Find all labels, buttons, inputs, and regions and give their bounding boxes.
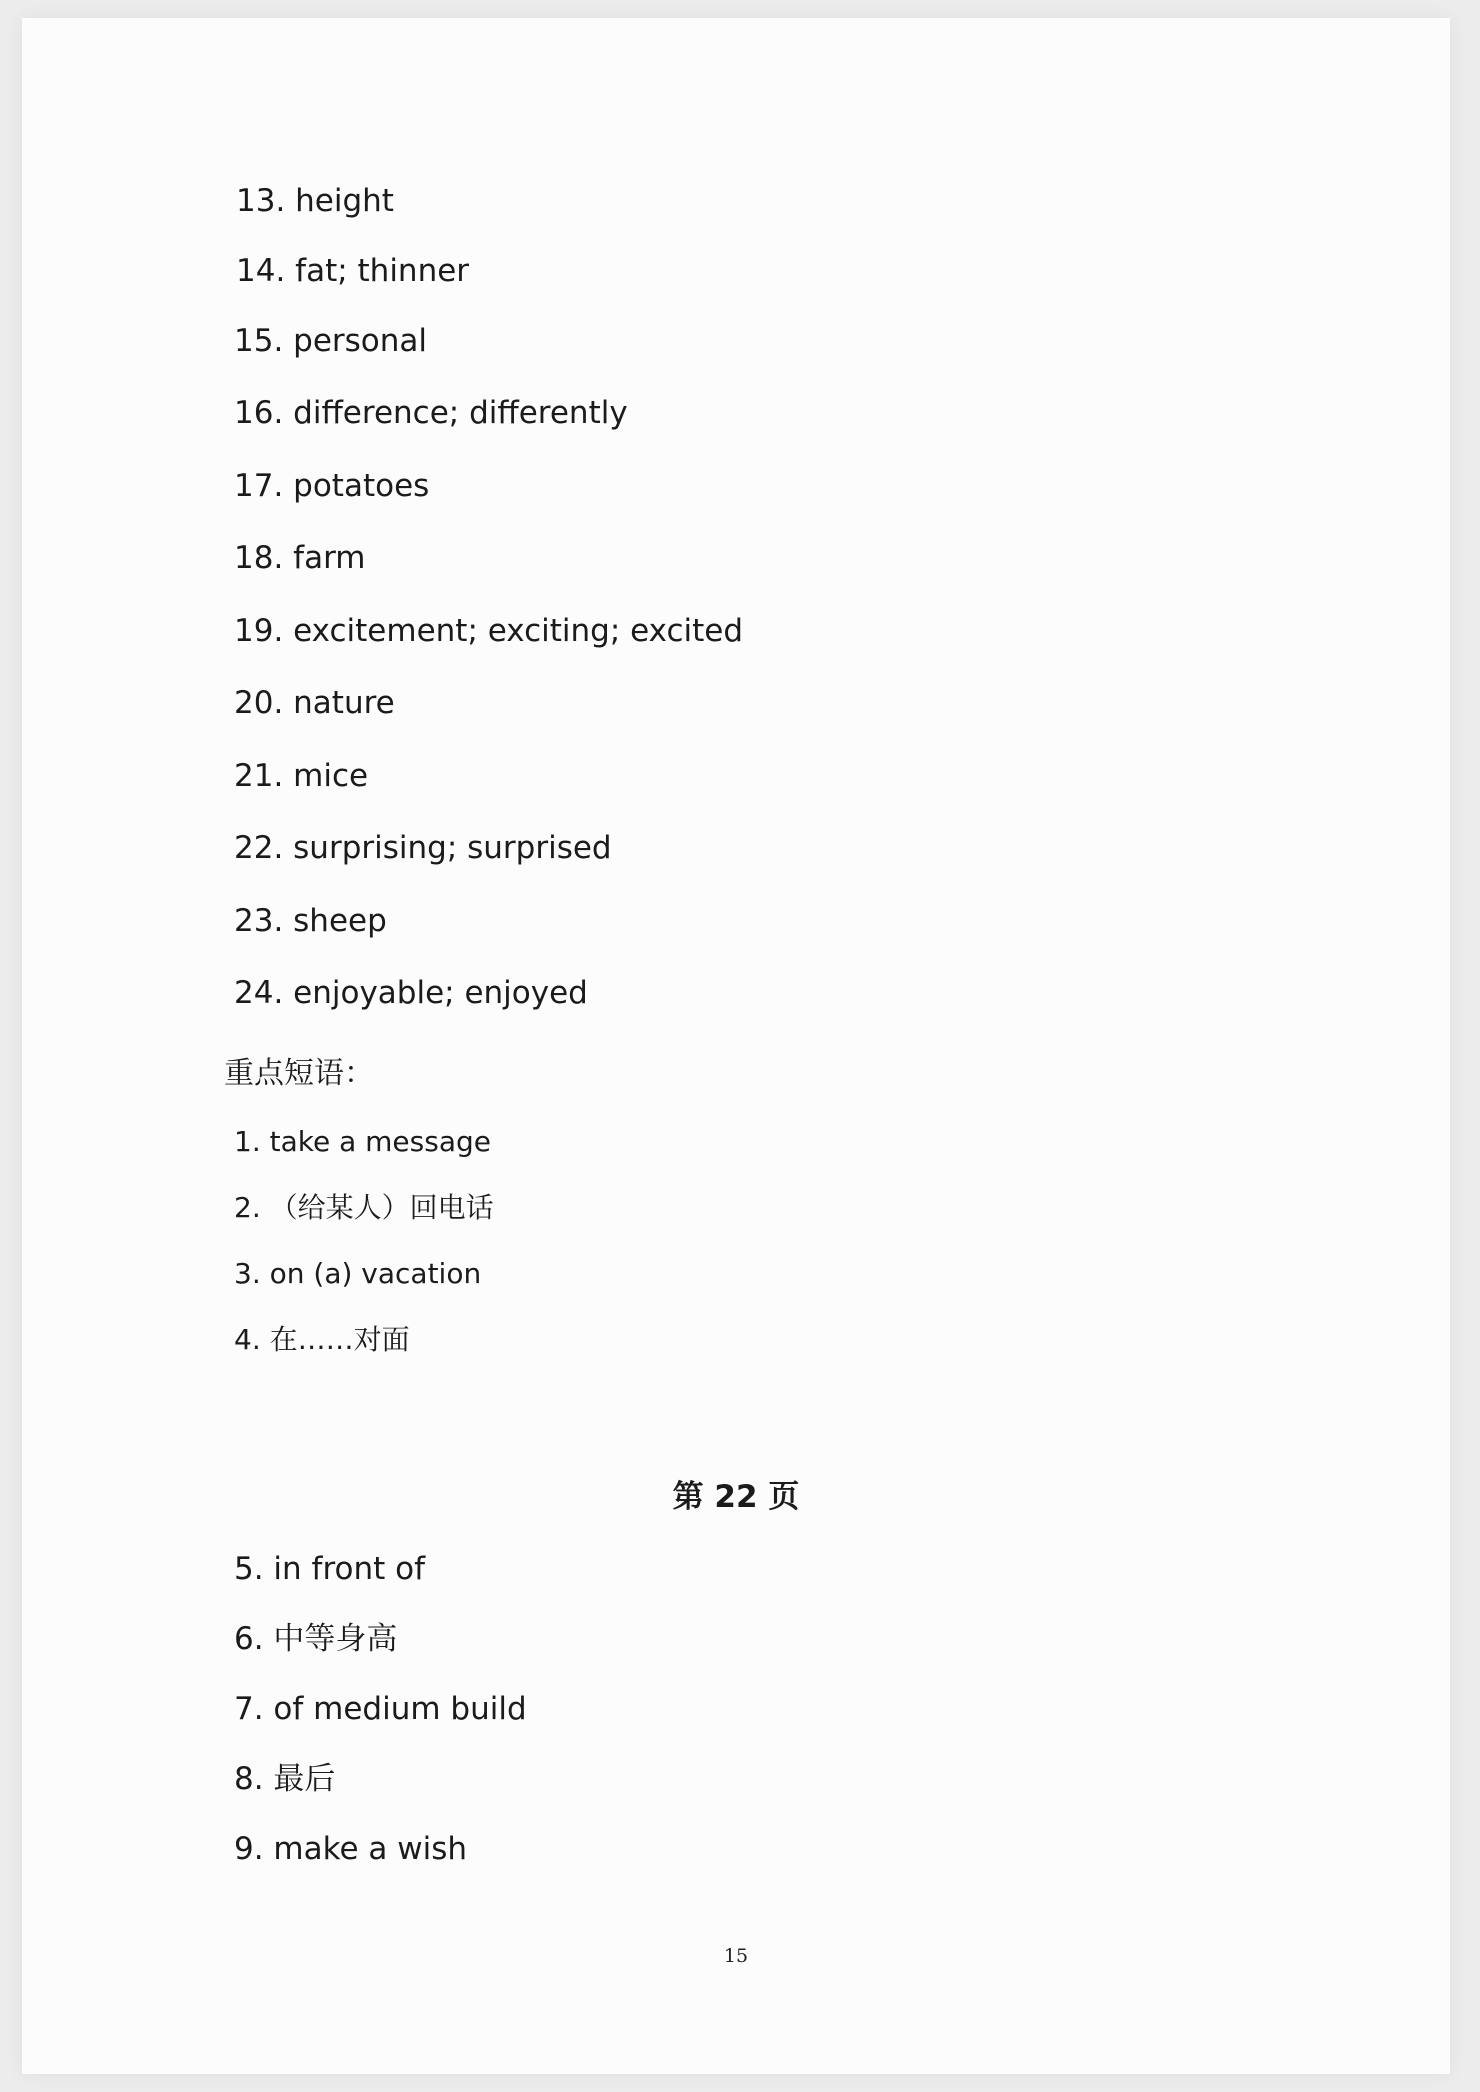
vocab-item-16: 16. difference; differently	[234, 395, 628, 431]
phrase-item-6: 6. 中等身高	[234, 1621, 398, 1657]
phrase-item-4: 4. 在……对面	[234, 1323, 410, 1356]
document-page	[22, 18, 1450, 2074]
vocab-item-13: 13. height	[236, 183, 394, 219]
phrase-item-9: 9. make a wish	[234, 1831, 468, 1867]
vocab-item-18: 18. farm	[234, 540, 366, 576]
vocab-item-20: 20. nature	[234, 685, 395, 721]
phrases-heading: 重点短语：	[224, 1056, 374, 1091]
vocab-item-24: 24. enjoyable; enjoyed	[234, 975, 588, 1011]
phrase-item-7: 7. of medium build	[234, 1691, 527, 1727]
phrase-item-5: 5. in front of	[234, 1551, 426, 1587]
phrase-item-1: 1. take a message	[234, 1125, 491, 1158]
vocab-item-22: 22. surprising; surprised	[234, 830, 612, 866]
vocab-item-19: 19. excitement; exciting; excited	[234, 613, 744, 649]
vocab-item-23: 23. sheep	[234, 903, 387, 939]
vocab-item-17: 17. potatoes	[234, 468, 430, 504]
vocab-item-14: 14. fat; thinner	[236, 253, 470, 289]
page-heading: 第 22 页	[672, 1479, 800, 1515]
phrase-item-3: 3. on (a) vacation	[234, 1257, 482, 1290]
phrase-item-8: 8. 最后	[234, 1761, 336, 1797]
vocab-item-15: 15. personal	[234, 323, 428, 359]
page-number: 15	[723, 1945, 749, 1967]
phrase-item-2: 2. （给某人）回电话	[234, 1191, 494, 1224]
vocab-item-21: 21. mice	[234, 758, 369, 794]
